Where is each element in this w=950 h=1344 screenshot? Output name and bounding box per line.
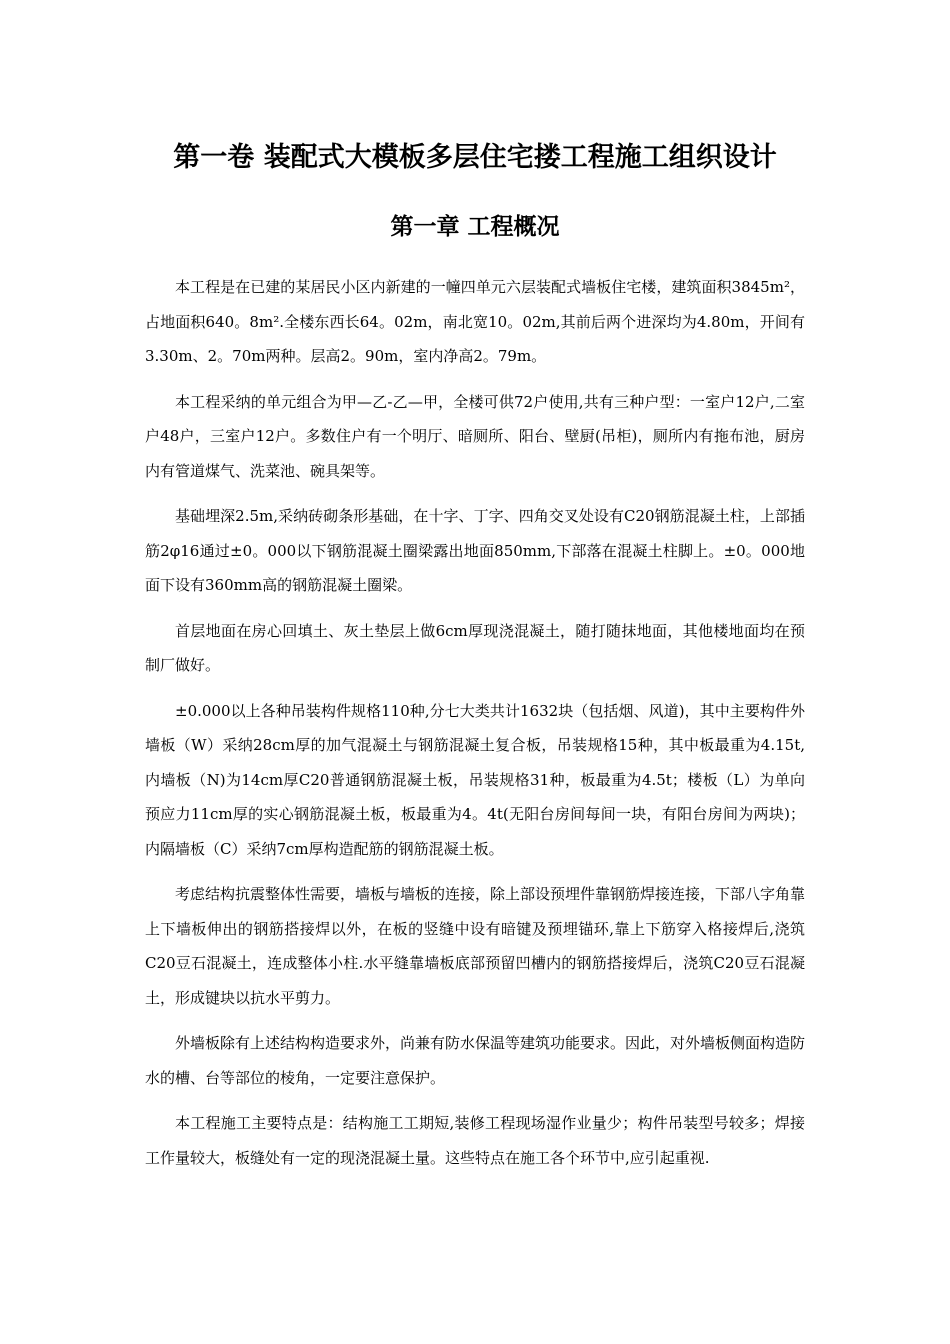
paragraph-foundation: 基础埋深2.5m,采纳砖砌条形基础，在十字、丁字、四角交叉处设有C20钢筋混凝土柱，上部插筋2φ16通过±0。000以下钢筋混凝土圈梁露出地面850mm,下部落在混凝土柱脚上。±0。000地面下设有360mm高的钢筋混凝土圈梁。 xyxy=(145,507,805,594)
paragraph-ground-floor: 首层地面在房心回填土、灰土垫层上做6cm厚现浇混凝土，随打随抹地面，其他楼地面均在预制厂做好。 xyxy=(145,621,805,674)
document-body xyxy=(145,270,805,1175)
paragraph-exterior-wall: 外墙板除有上述结构构造要求外，尚兼有防水保温等建筑功能要求。因此，对外墙板侧面构造防水的槽、台等部位的棱角，一定要注意保护。 xyxy=(145,1034,806,1087)
paragraph-overview: 本工程是在已建的某居民小区内新建的一幢四单元六层装配式墙板住宅楼，建筑面积3845m²，占地面积640。8m².全楼东西长64。02m，南北宽10。02m,其前后两个进深均为4.80m，开间有3.30m、2。70m两种。层高2。90m，室内净高2。79m。 xyxy=(145,278,805,365)
chapter-title: 第一章 工程概况 xyxy=(390,214,560,240)
paragraph-components: ±0.000以上各种吊装构件规格110种,分七大类共计1632块（包括烟、风道)，其中主要构件外墙板（W）采纳28cm厚的加气混凝土与钢筋混凝土复合板，吊装规格15种，其中板最重为4.15t,内墙板（N)为14cm厚C20普通钢筋混凝土板，吊装规格31种，板最重为4.5t；楼板（L）为单向预应力11cm厚的实心钢筋混凝土板，板最重为4。4t(无阳台房间每间一块，有阳台房间为两块)；内隔墙板（C）采纳7cm厚构造配筋的钢筋混凝土板。 xyxy=(145,701,805,858)
paragraph-seismic: 考虑结构抗震整体性需要，墙板与墙板的连接，除上部设预埋件靠钢筋焊接连接，下部八字角靠上下墙板伸出的钢筋搭接焊以外，在板的竖缝中设有暗键及预埋锚环,靠上下筋穿入格接焊后,浇筑C20豆石混凝土，连成整体小柱.水平缝靠墙板底部预留凹槽内的钢筋搭接焊后，浇筑C20豆石混凝土，形成键块以抗水平剪力。 xyxy=(145,885,806,1007)
paragraph-features: 本工程施工主要特点是：结构施工工期短,装修工程现场湿作业量少；构件吊装型号较多；焊接工作量较大，板缝处有一定的现浇混凝土量。这些特点在施工各个环节中,应引起重视. xyxy=(145,1114,805,1167)
paragraph-unit-layout: 本工程采纳的单元组合为甲—乙-乙—甲，全楼可供72户使用,共有三种户型：一室户12户,二室户48户，三室户12户。多数住户有一个明厅、暗厕所、阳台、壁厨(吊柜)，厕所内有拖布池，厨房内有管道煤气、洗菜池、碗具架等。 xyxy=(145,392,805,480)
volume-title: 第一卷 装配式大模板多层住宅搂工程施工组织设计 xyxy=(173,142,777,173)
